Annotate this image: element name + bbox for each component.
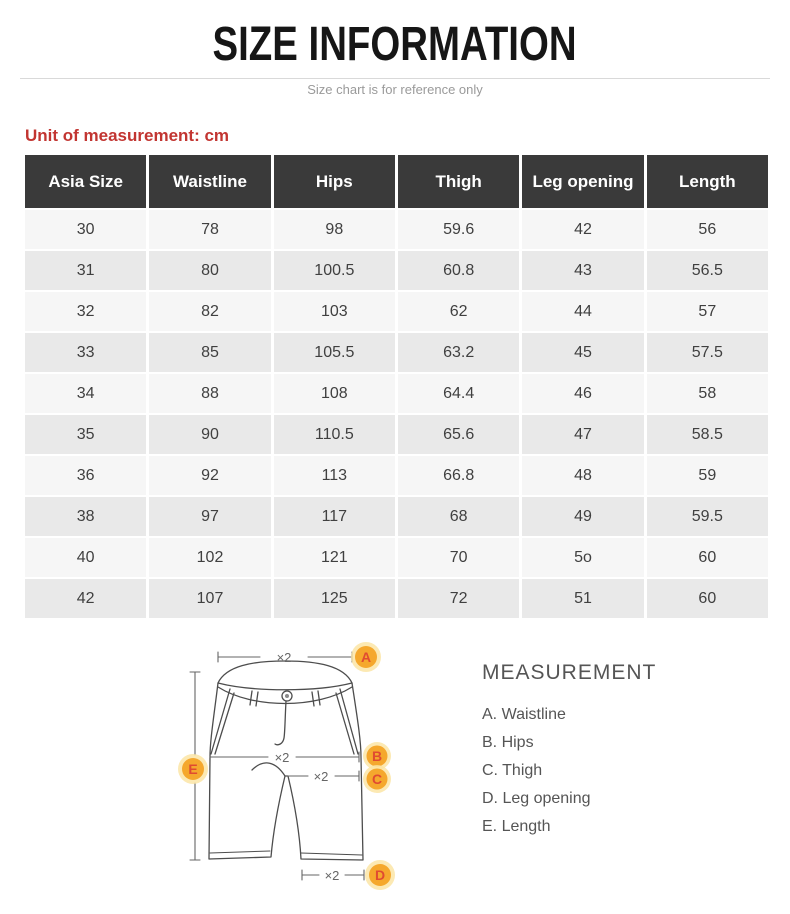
table-row [25,579,768,618]
cell: 121 [274,538,395,577]
unit-note: Unit of measurement: cm [25,126,230,145]
cell: 56.5 [647,251,768,290]
cell: 72 [398,579,519,618]
svg-text:D: D [374,867,386,883]
cell: 46 [522,374,643,413]
table-row [25,538,768,577]
cell: 82 [149,292,270,331]
cell: 92 [149,456,270,495]
svg-text:B: B [371,748,383,764]
table-row [25,292,768,331]
cell: 100.5 [274,251,395,290]
cell: 31 [25,251,146,290]
cell: 32 [25,292,146,331]
page-title-wrap [0,17,790,72]
cell: 51 [522,579,643,618]
cell: 102 [149,538,270,577]
cell: 103 [274,292,395,331]
cell: 108 [274,374,395,413]
cell: 59.5 [647,497,768,536]
cell: 64.4 [398,374,519,413]
cell: 36 [25,456,146,495]
measurement-legend [482,661,656,841]
cell: 48 [522,456,643,495]
table-row [25,374,768,413]
cell: 117 [274,497,395,536]
cell: 110.5 [274,415,395,454]
legend-item-thigh: C. Thigh [482,762,543,779]
table-row [25,415,768,454]
cell: 60 [647,538,768,577]
legend-item-waistline: A. Waistline [482,706,566,723]
col-header-thigh: Thigh [398,155,519,208]
cell: 34 [25,374,146,413]
cell: 58.5 [647,415,768,454]
times2-hips-label: ×2 [274,750,290,765]
table-row [25,497,768,536]
table-row [25,333,768,372]
cell: 78 [149,210,270,249]
cell: 42 [25,579,146,618]
cell: 57.5 [647,333,768,372]
cell: 125 [274,579,395,618]
cell: 5o [522,538,643,577]
cell: 59.6 [398,210,519,249]
cell: 66.8 [398,456,519,495]
size-table [22,153,771,620]
title-divider [20,78,770,79]
cell: 63.2 [398,333,519,372]
shorts-measurement-diagram [168,634,478,914]
col-header-hips: Hips [274,155,395,208]
cell: 30 [25,210,146,249]
table-row [25,251,768,290]
cell: 80 [149,251,270,290]
col-header-length: Length [647,155,768,208]
table-header-row [25,155,768,208]
cell: 38 [25,497,146,536]
badge-d-icon [365,860,395,890]
times2-leg-label: ×2 [324,868,340,883]
cell: 70 [398,538,519,577]
times2-thigh-label: ×2 [313,769,329,784]
badge-e-icon [178,754,208,784]
cell: 42 [522,210,643,249]
cell: 44 [522,292,643,331]
legend-item-length: E. Length [482,818,551,835]
cell: 35 [25,415,146,454]
svg-text:A: A [360,649,372,665]
measurement-title: MEASUREMENT [482,661,657,684]
cell: 40 [25,538,146,577]
cell: 47 [522,415,643,454]
cell: 59 [647,456,768,495]
cell: 113 [274,456,395,495]
legend-item-leg-opening: D. Leg opening [482,790,591,807]
page-title: SIZE INFORMATION [212,18,578,71]
cell: 58 [647,374,768,413]
table-row [25,210,768,249]
cell: 45 [522,333,643,372]
badge-c-icon [363,765,391,793]
cell: 98 [274,210,395,249]
cell: 49 [522,497,643,536]
cell: 57 [647,292,768,331]
cell: 56 [647,210,768,249]
svg-text:E: E [188,761,198,777]
cell: 60 [647,579,768,618]
page-subtitle: Size chart is for reference only [307,82,483,97]
legend-item-hips: B. Hips [482,734,534,751]
col-header-leg-opening: Leg opening [522,155,643,208]
cell: 85 [149,333,270,372]
badge-a-icon [351,642,381,672]
cell: 65.6 [398,415,519,454]
cell: 97 [149,497,270,536]
col-header-waistline: Waistline [149,155,270,208]
cell: 107 [149,579,270,618]
cell: 60.8 [398,251,519,290]
svg-text:C: C [371,771,383,787]
cell: 68 [398,497,519,536]
cell: 105.5 [274,333,395,372]
times2-waist-label: ×2 [276,650,292,665]
cell: 90 [149,415,270,454]
col-header-asia-size: Asia Size [25,155,146,208]
cell: 62 [398,292,519,331]
cell: 88 [149,374,270,413]
cell: 33 [25,333,146,372]
table-row [25,456,768,495]
cell: 43 [522,251,643,290]
